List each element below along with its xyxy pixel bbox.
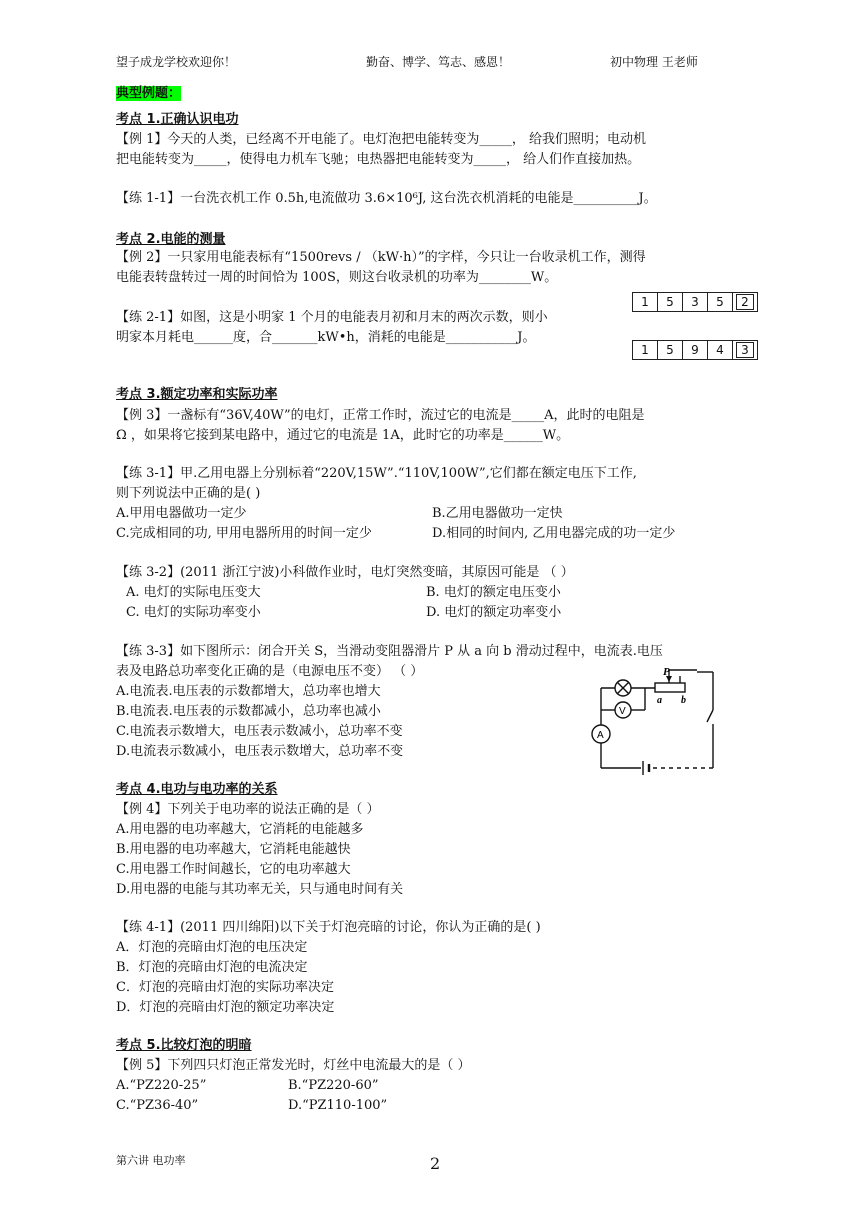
option-a: A.用电器的电功率越大，它消耗的电能越多: [116, 822, 364, 837]
topic-4-heading: 考点 4.电功与电功率的关系: [116, 782, 278, 797]
meter-digit: 9: [683, 341, 708, 360]
option-c: C.电流表示数增大，电压表示数减小，总功率不变: [116, 724, 403, 739]
meter-reading-start: [632, 292, 758, 312]
topic-5-heading: 考点 5.比较灯泡的明暗: [116, 1038, 252, 1053]
option-a: A. 电灯的实际电压变大: [126, 585, 261, 600]
example-3-line2: Ω ，如果将它接到某电路中，通过它的电流是 1A，此时它的功率是______W。: [116, 428, 570, 443]
exercise-2-1-line2: 明家本月耗电______度，合_______kW•h，消耗的电能是___________J。: [116, 330, 536, 345]
terminal-a-label: a: [657, 695, 662, 706]
option-c: C．灯泡的亮暗由灯泡的实际功率决定: [116, 980, 334, 995]
topic-3-heading: 考点 3.额定功率和实际功率: [116, 387, 278, 402]
exercise-2-1-line1: 【练 2-1】如图，这是小明家 1 个月的电能表月初和月末的两次示数，则小: [116, 310, 548, 325]
meter-digit: 4: [708, 341, 733, 360]
example-1-line2: 把电能转变为_____，使得电力机车飞驰；电热器把电能转变为_____， 给人们作直接加热。: [116, 152, 641, 167]
meter-digit: 5: [658, 293, 683, 312]
option-d: D.“PZ110-100”: [288, 1098, 388, 1113]
ammeter-label: A: [597, 730, 604, 741]
exercise-4-1: 【练 4-1】(2011 四川绵阳)以下关于灯泡亮暗的讨论，你认为正确的是( ): [116, 920, 541, 935]
option-d: D.电流表示数减小，电压表示数增大，总功率不变: [116, 744, 404, 759]
option-b: B.用电器的电功率越大，它消耗电能越快: [116, 842, 351, 857]
exercise-3-1-line1: 【练 3-1】甲.乙用电器上分别标着“220V,15W”.“110V,100W”,它们都在额定电压下工作,: [116, 466, 637, 481]
option-c: C.“PZ36-40”: [116, 1098, 199, 1113]
exercise-3-1-line2: 则下列说法中正确的是( ): [116, 486, 261, 501]
option-a: A.“PZ220-25”: [116, 1078, 207, 1093]
option-d: D．灯泡的亮暗由灯泡的额定功率决定: [116, 1000, 335, 1015]
option-d: D. 电灯的额定功率变小: [426, 605, 562, 620]
example-3-line1: 【例 3】一盏标有“36V,40W”的电灯，正常工作时，流过它的电流是_____A，此时的电阻是: [116, 408, 645, 423]
meter-digit: 1: [633, 293, 658, 312]
example-1-line1: 【例 1】今天的人类，已经离不开电能了。电灯泡把电能转变为_____， 给我们照明；电动机: [116, 132, 647, 147]
header-motto: 勤奋、博学、笃志、感恩！: [366, 55, 511, 69]
meter-decimal-digit: 3: [733, 341, 758, 360]
meter-digit: 5: [708, 293, 733, 312]
option-d: D.用电器的电能与其功率无关，只与通电时间有关: [116, 882, 404, 897]
option-b: B．灯泡的亮暗由灯泡的电流决定: [116, 960, 308, 975]
voltmeter-label: V: [619, 706, 626, 717]
topic-2-heading: 考点 2.电能的测量: [116, 232, 226, 247]
slider-label: P: [663, 666, 670, 678]
meter-digit: 3: [683, 293, 708, 312]
option-c: C. 电灯的实际功率变小: [126, 605, 261, 620]
section-title: 典型例题：: [116, 86, 182, 101]
header-school: 望子成龙学校欢迎你！: [116, 55, 237, 69]
exercise-3-3-line2: 表及电路总功率变化正确的是（电源电压不变） （ ）: [116, 664, 424, 679]
option-d: D.相同的时间内, 乙用电器完成的功一定少: [432, 526, 676, 541]
page-number: 2: [430, 1154, 441, 1173]
meter-reading-end: [632, 340, 758, 360]
option-a: A．灯泡的亮暗由灯泡的电压决定: [116, 940, 308, 955]
option-a: A.甲用电器做功一定少: [116, 506, 247, 521]
topic-1-heading: 考点 1.正确认识电功: [116, 112, 239, 127]
example-4-question: 【例 4】下列关于电功率的说法正确的是（ ）: [116, 802, 380, 817]
circuit-diagram: [585, 664, 735, 780]
option-c: C.用电器工作时间越长，它的电功率越大: [116, 862, 351, 877]
exercise-1-1: 【练 1-1】一台洗衣机工作 0.5h,电流做功 3.6×10⁶J, 这台洗衣机消耗的电能是__________J。: [116, 191, 657, 206]
meter-digit: 5: [658, 341, 683, 360]
option-b: B. 电灯的额定电压变小: [426, 585, 561, 600]
meter-decimal-digit: 2: [733, 293, 758, 312]
option-b: B.乙用电器做功一定快: [432, 506, 563, 521]
option-a: A.电流表.电压表的示数都增大，总功率也增大: [116, 684, 381, 699]
example-2-line2: 电能表转盘转过一周的时间恰为 100S，则这台收录机的功率为________W。: [116, 270, 558, 285]
meter-digit: 1: [633, 341, 658, 360]
exercise-3-2: 【练 3-2】(2011 浙江宁波)小科做作业时，电灯突然变暗，其原因可能是 （ ）: [116, 565, 574, 580]
exercise-3-3-line1: 【练 3-3】如下图所示：闭合开关 S，当滑动变阻器滑片 P 从 a 向 b 滑动过程中，电流表.电压: [116, 644, 663, 659]
example-2-line1: 【例 2】一只家用电能表标有“1500revs / （kW·h）”的字样，今只让一台收录机工作，测得: [116, 250, 646, 265]
option-b: B.“PZ220-60”: [288, 1078, 379, 1093]
header-teacher: 初中物理 王老师: [610, 55, 698, 69]
terminal-b-label: b: [681, 695, 686, 706]
option-c: C.完成相同的功, 甲用电器所用的时间一定少: [116, 526, 372, 541]
footer-chapter: 第六讲 电功率: [116, 1154, 186, 1167]
example-5-question: 【例 5】下列四只灯泡正常发光时，灯丝中电流最大的是（ ）: [116, 1058, 471, 1073]
option-b: B.电流表.电压表的示数都减小，总功率也减小: [116, 704, 381, 719]
